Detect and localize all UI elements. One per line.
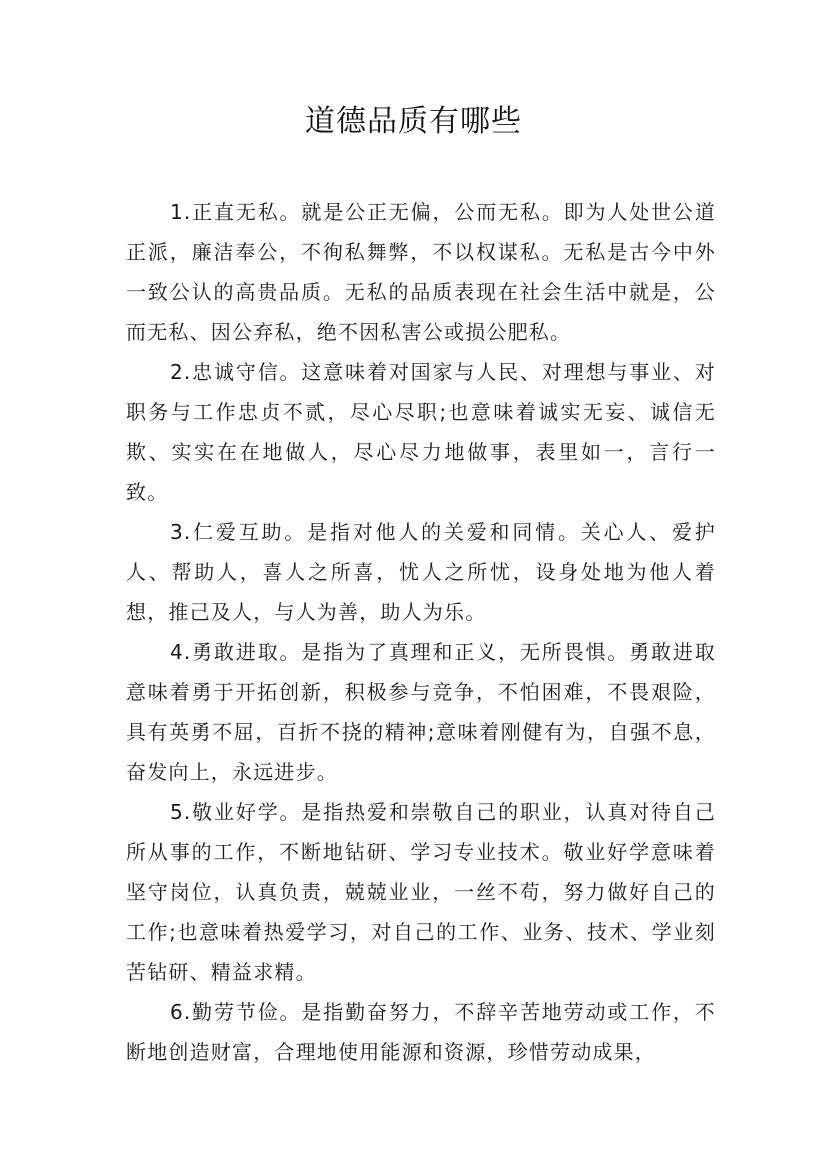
paragraph-4: 4.勇敢进取。是指为了真理和正义，无所畏惧。勇敢进取意味着勇于开拓创新，积极参与竞争，不怕困难，不畏艰险，具有英勇不屈，百折不挠的精神;意味着刚健有为，自强不息，奋发向上，永远进步。 [126,640,716,784]
document-body [126,192,716,1072]
document-title: 道德品质有哪些 [305,104,522,139]
paragraph-2: 2.忠诚守信。这意味着对国家与人民、对理想与事业、对职务与工作忠贞不贰，尽心尽职;也意味着诚实无妄、诚信无欺、实实在在地做人，尽心尽力地做事，表里如一，言行一致。 [126,360,716,504]
paragraph-5: 5.敬业好学。是指热爱和崇敬自己的职业，认真对待自己所从事的工作，不断地钻研、学习专业技术。敬业好学意味着坚守岗位，认真负责，兢兢业业，一丝不苟，努力做好自己的工作;也意味着热爱学习，对自己的工作、业务、技术、学业刻苦钻研、精益求精。 [126,800,716,984]
paragraph-6: 6.勤劳节俭。是指勤奋努力，不辞辛苦地劳动或工作，不断地创造财富，合理地使用能源和资源，珍惜劳动成果， [126,1000,716,1064]
paragraph-3: 3.仁爱互助。是指对他人的关爱和同情。关心人、爱护人、帮助人，喜人之所喜，忧人之所忧，设身处地为他人着想，推己及人，与人为善，助人为乐。 [126,520,716,624]
paragraph-1: 1.正直无私。就是公正无偏，公而无私。即为人处世公道正派，廉洁奉公，不徇私舞弊，不以权谋私。无私是古今中外一致公认的高贵品质。无私的品质表现在社会生活中就是，公而无私、因公弃私，绝不因私害公或损公肥私。 [126,200,716,344]
